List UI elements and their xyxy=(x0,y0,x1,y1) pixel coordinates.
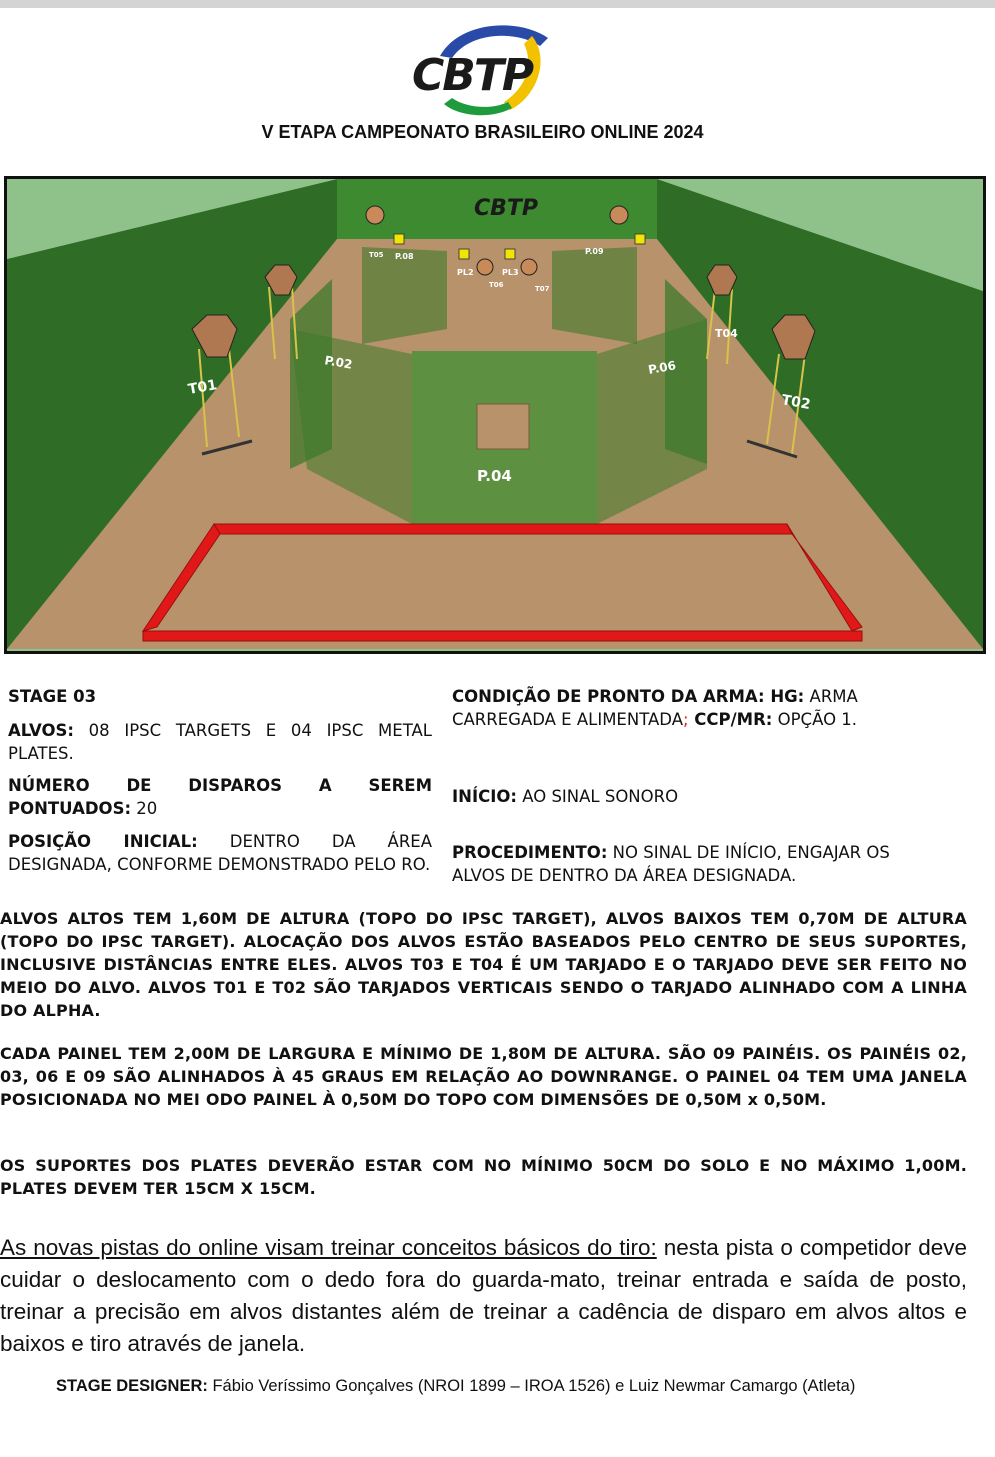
inicio-info: INÍCIO: AO SINAL SONORO xyxy=(452,787,679,806)
procedimento-info: PROCEDIMENTO: NO SINAL DE INÍCIO, ENGAJAR OS ALVOS DE DENTRO DA ÁREA DESIGNADA. xyxy=(452,843,890,885)
label-pl2: PL2 xyxy=(457,268,474,277)
label-t04: T04 xyxy=(715,327,738,340)
svg-text:CBTP: CBTP xyxy=(474,196,539,221)
condicao-info: CONDIÇÃO DE PRONTO DA ARMA: HG: ARMA CARREGADA E ALIMENTADA; CCP/MR: OPÇÃO 1. xyxy=(452,687,858,729)
label-p08: P.08 xyxy=(395,252,414,261)
page-title: V ETAPA CAMPEONATO BRASILEIRO ONLINE 2024 xyxy=(261,122,704,142)
top-bar xyxy=(0,0,995,8)
stage-designer: STAGE DESIGNER: Fábio Veríssimo Gonçalves (NROI 1899 – IROA 1526) e Luiz Newmar Camargo (Atleta) xyxy=(56,1377,856,1395)
label-t05: T05 xyxy=(369,251,384,259)
alvos-info: ALVOS: 08 IPSC TARGETS E 04 IPSC METAL PLATES. xyxy=(8,721,432,763)
posicao-inicial-info: POSIÇÃO INICIAL: DENTRO DA ÁREA DESIGNADA, CONFORME DEMONSTRADO PELO RO. xyxy=(8,832,432,874)
stage-name: STAGE 03 xyxy=(8,687,97,706)
label-p09: P.09 xyxy=(585,247,604,256)
cbtp-logo xyxy=(400,18,560,118)
label-t01: T01 xyxy=(186,377,219,398)
disparos-info: NÚMERO DE DISPAROS A SEREM PONTUADOS: 20 xyxy=(8,776,432,818)
rules-panels: CADA PAINEL TEM 2,00M DE LARGURA E MÍNIMO DE 1,80M DE ALTURA. SÃO 09 PAINÉIS. OS PAINÉIS 02, 03, 06 E 09 SÃO ALINHADOS À 45 GRAUS EM RELAÇÃO AO DOWNRANGE. O PAINEL 04 TEM UMA JANELA POSICIONADA NO MEI ODO PAINEL À 0,50M DO TOPO COM DIMENSÕES DE 0,50M x 0,50M. xyxy=(0,1044,967,1109)
rules-targets: ALVOS ALTOS TEM 1,60M DE ALTURA (TOPO DO IPSC TARGET), ALVOS BAIXOS TEM 0,70M DE ALTURA (TOPO DO IPSC TARGET). ALOCAÇÃO DOS ALVOS ESTÃO BASEADOS PELO CENTRO DE SEUS SUPORTES, INCLUSIVE DISTÂNCIAS ENTRE ELES. ALVOS T03 E T04 É UM TARJADO E O TARJADO DEVE SER FEITO NO MEIO DO ALVO. ALVOS T01 E T02 SÃO TARJADOS VERTICAIS SENDO O TARJADO ALINHADO COM A LINHA DO ALPHA. xyxy=(0,909,967,1020)
label-t06: T06 xyxy=(489,281,504,289)
label-pl3: PL3 xyxy=(502,268,519,277)
stage-diagram xyxy=(4,176,986,654)
label-p02: P.02 xyxy=(323,353,354,372)
label-p04: P.04 xyxy=(477,467,512,485)
svg-text:CBTP: CBTP xyxy=(412,50,533,101)
label-p06: P.06 xyxy=(647,358,677,377)
rules-plates: OS SUPORTES DOS PLATES DEVERÃO ESTAR COM NO MÍNIMO 50CM DO SOLO E NO MÁXIMO 1,00M. PLATES DEVEM TER 15CM X 15CM. xyxy=(0,1156,967,1198)
label-t02: T02 xyxy=(780,392,812,413)
training-notes: As novas pistas do online visam treinar conceitos básicos do tiro: nesta pista o competidor deve cuidar o deslocamento com o dedo fora do guarda-mato, treinar entrada e saída de posto, treinar a precisão em alvos distantes além de treinar a cadência de disparo em alvos altos e baixos e tiro através de janela. xyxy=(0,1235,967,1356)
label-t07: T07 xyxy=(535,285,550,293)
